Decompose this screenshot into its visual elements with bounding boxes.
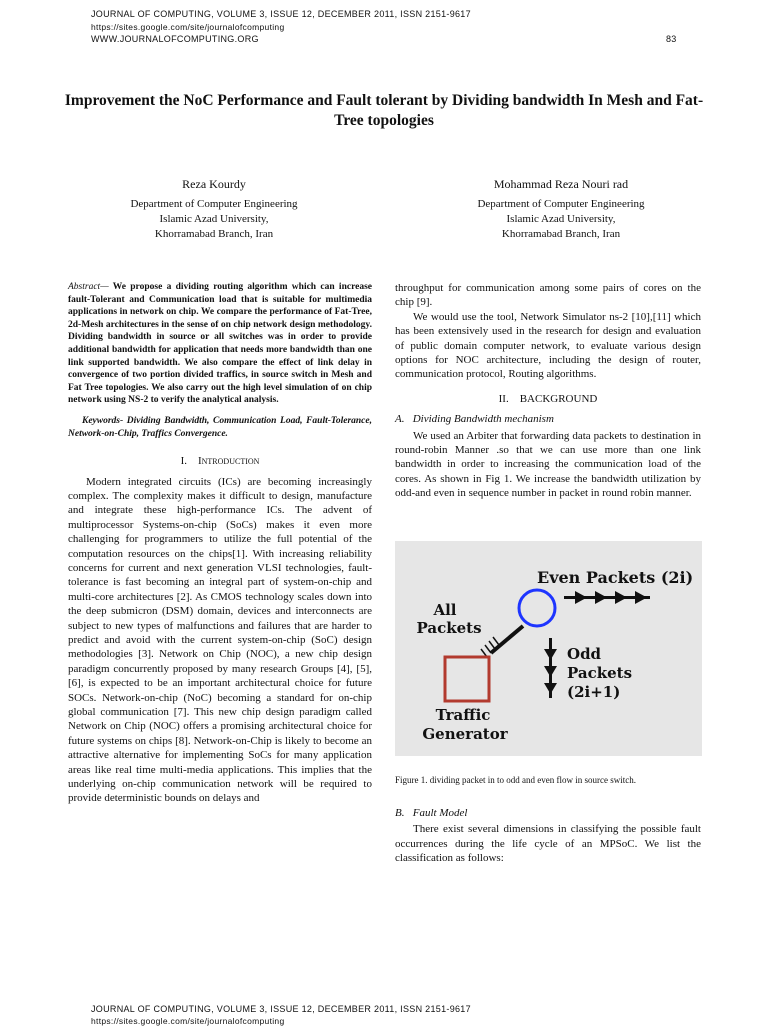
- fault-model-paragraph: There exist several dimensions in classifying the possible fault occurrences during the life cycle of an MPSoC. We list the classification as follows:: [395, 823, 701, 865]
- subsection-heading-b: [395, 806, 701, 820]
- right-column-lower: [395, 806, 701, 866]
- subsection-heading-a: [395, 412, 701, 426]
- generator-label-line2: Generator: [422, 725, 508, 743]
- author-dept: Department of Computer Engineering: [130, 198, 298, 210]
- continued-paragraph: throughput for communication among some pairs of cores on the chip [9].: [395, 282, 701, 309]
- journal-header: JOURNAL OF COMPUTING, VOLUME 3, ISSUE 12, DECEMBER 2011, ISSN 2151-9617: [91, 9, 471, 19]
- author-dept: Department of Computer Engineering: [477, 198, 645, 210]
- author-name: Mohammad Reza Nouri rad: [493, 177, 629, 191]
- subsection-title: Dividing Bandwidth mechanism: [412, 413, 554, 426]
- section-number: II.: [498, 392, 509, 405]
- subsection-number: A.: [395, 413, 405, 426]
- journal-url: https://sites.google.com/site/journalofcomputing: [91, 22, 285, 32]
- figure-caption: Figure 1. dividing packet in to odd and even flow in source switch.: [395, 775, 636, 785]
- abstract-label: Abstract—: [68, 282, 109, 292]
- page-number: 83: [666, 34, 677, 44]
- all-label-line2: Packets: [416, 619, 482, 637]
- section-number: I.: [180, 455, 187, 468]
- subsection-number: B.: [395, 807, 405, 819]
- section-title: Introduction: [197, 455, 260, 468]
- odd-label-line3: (2i+1): [567, 683, 621, 701]
- author-branch: Khorramabad Branch, Iran: [501, 228, 621, 240]
- figure-1: [395, 541, 702, 756]
- abstract: [68, 281, 372, 407]
- section-heading-background: [395, 392, 701, 406]
- section-title: BACKGROUND: [519, 392, 598, 405]
- all-label-line1: All: [433, 601, 457, 619]
- paper-title: Improvement the NoC Performance and Fault tolerant by Dividing bandwidth In Mesh and Fat-Tree topologies: [64, 92, 704, 129]
- author-block-1: [84, 177, 344, 242]
- author-name: Reza Kourdy: [182, 177, 246, 191]
- bandwidth-paragraph: We used an Arbiter that forwarding data packets to destination in round-robin Manner .so that we can use more than one link bandwidth in order to increasing the communication load of the cores. As shown in Fig 1. We increase the bandwidth utilization by odd-and even in sequence number in packet in round robin manner.: [395, 429, 701, 500]
- intro-paragraph: Modern integrated circuits (ICs) are becoming increasingly complex. The complexity makes it difficult to design, manufacture and integrate these high-performance ICs. The advent of multiprocessor Systems-on-chip (SoCs) makes it even more challenging for programmers to utilize the full potential of the computation resources on the chips[1]. With increasing reliability concerns for current and next generation VLSI technologies, fault-tolerance is fast becoming an integral part of system-on-chip and multi-core architectures [2]. As CMOS technology scales down into the deep submicron (DSM) domain, devices and interconnects are subject to new types of malfunctions and failures that are harder to predict and avoid with the current system-on-chip (SoC) design methodologies [3]. Network on Chip (NOC), a new chip design paradigm concurrently proposed by many research Groups [4], [5], [6], is expected to be an important architectural choice for future SOCs. Network-on-chip (NoC) becoming a standard for on-chip global communication [7]. This new chip design paradigm called Network on Chip (NOC) offers a promising architectural choice for future systems on chips [8]. Network-on-Chip is likely to become an attractive alternative for implementing SoCs for many application areas like real time multi-media applications. This implies that the underlying on-chip communication network will be required to provide deterministic bounds on delays and: [68, 475, 372, 805]
- author-univ: Islamic Azad University,: [159, 213, 269, 225]
- odd-label-line2: Packets: [567, 664, 633, 682]
- keywords: Keywords- Dividing Bandwidth, Communication Load, Fault-Tolerance, Network-on-Chip, Traffics Convergence.: [68, 415, 372, 439]
- odd-label-line1: Odd: [567, 645, 602, 663]
- ns2-paragraph: We would use the tool, Network Simulator ns-2 [10],[11] which has been extensively used in the research for design and evaluation of public domain computer network, to evaluate various design options for NOC architecture, including the design of router, communication protocol, Routing algorithms.: [395, 310, 701, 381]
- right-column: [395, 281, 701, 501]
- journal-site: WWW.JOURNALOFCOMPUTING.ORG: [91, 34, 259, 44]
- abstract-text: We propose a dividing routing algorithm which can increase fault-Tolerant and Communication load that is suitable for multimedia applications in network on chip. We compare the performance of Fat-Tree, 2d-Mesh architectures in the sense of on chip network design methodology. Dividing bandwidth in source or all switches was in order to provide additional bandwidth for application that needs more bandwidth than one link supported bandwidth. We also compare the effect of link delay in convergence of two portion divided traffics, in source switch in Mesh and Fat Tree topologies. We also carry out the high level simulation of on chip network using NS-2 to verify the analytical analysis.: [68, 282, 372, 406]
- generator-label-line1: Traffic: [435, 706, 491, 724]
- author-univ: Islamic Azad University,: [506, 213, 616, 225]
- left-column: [68, 281, 372, 806]
- footer-journal: JOURNAL OF COMPUTING, VOLUME 3, ISSUE 12, DECEMBER 2011, ISSN 2151-9617: [91, 1004, 471, 1014]
- author-branch: Khorramabad Branch, Iran: [154, 228, 274, 240]
- even-packets-label: Even Packets (2i): [537, 568, 694, 587]
- footer-url: https://sites.google.com/site/journalofcomputing: [91, 1016, 285, 1026]
- author-block-2: [430, 177, 692, 242]
- subsection-title: Fault Model: [412, 807, 468, 819]
- section-heading-intro: [68, 454, 372, 468]
